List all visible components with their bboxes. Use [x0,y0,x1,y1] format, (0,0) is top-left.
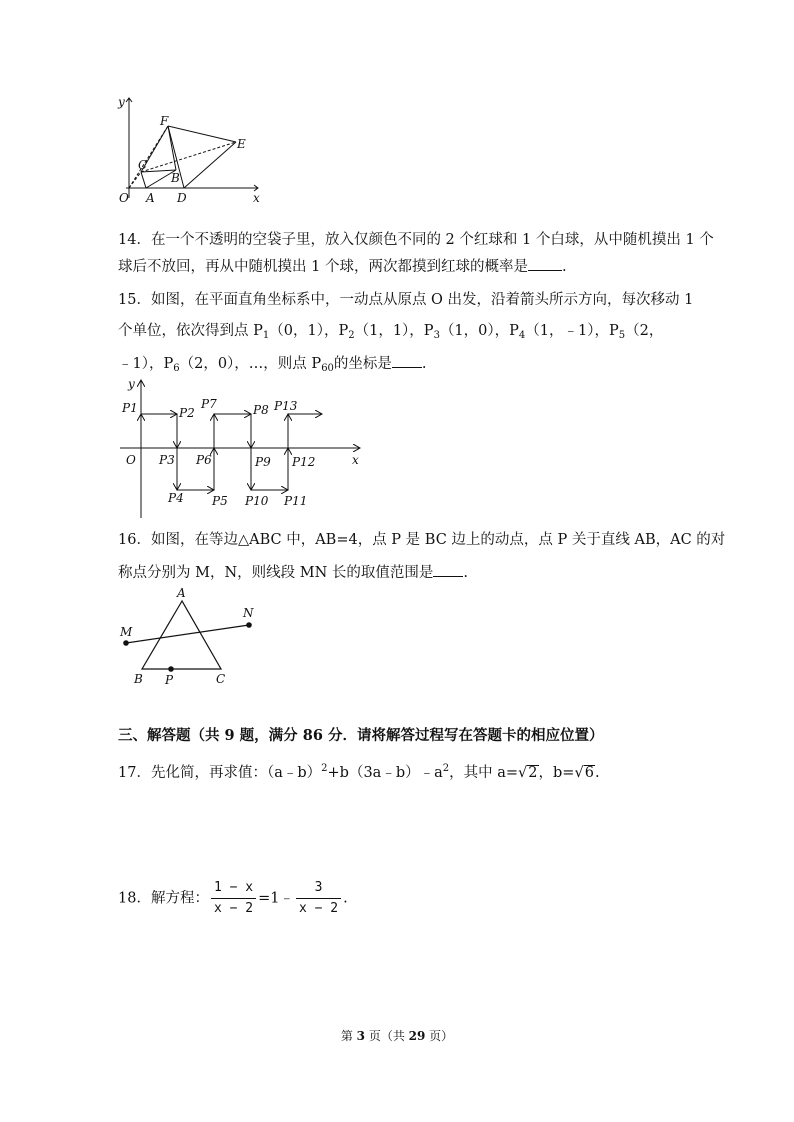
q15-label-P6: P6 [196,453,212,467]
q18-frac1-numerator: 1 − x [211,878,256,899]
q18-line [118,878,348,919]
q15-label-P13: P13 [274,399,298,413]
q17-text: +b（3a﹣b）﹣a [327,765,443,781]
q13-label-C: C [138,158,148,172]
q15-label-x: x [352,453,359,467]
footer-text: 页） [425,1029,454,1043]
q13-label-F: F [160,114,169,128]
q16-label-B: B [134,672,143,686]
q14-line2-end: . [561,259,567,275]
q15-sub: 5 [618,330,626,341]
q17-text: ，其中 a= [449,765,519,781]
q13-label-B: B [171,171,180,185]
q15-line1: 15．如图，在平面直角坐标系中，一动点从原点 O 出发，沿着箭头所示方向，每次移动 1 [118,292,694,308]
q15-text: （1，1），P [354,323,434,339]
footer-total-pages: 29 [408,1029,426,1043]
q17-b-value: 6 [584,765,594,781]
q15-label-P12: P12 [292,455,316,469]
sqrt-icon: √ [518,765,528,781]
q16-line1: 16．如图，在等边△ABC 中，AB=4，点 P 是 BC 边上的动点，点 P 关于直线 AB，AC 的对 [118,532,726,548]
q17-sup: 2 [321,763,328,774]
q18-end: . [343,890,348,907]
q15-label-P5: P5 [212,494,228,508]
q16-answer-blank[interactable] [433,564,463,577]
q18-fraction-2 [296,878,341,919]
q15-text: （2，0），…，则点 P [179,356,322,372]
q17-sup: 2 [442,763,450,774]
q15-line2 [118,322,663,345]
q16-label-P: P [165,673,174,687]
q16-label-M: M [120,625,133,639]
q15-label-y: y [128,377,135,391]
q16-line2-text: 称点分别为 M，N，则线段 MN 长的取值范围是 [118,565,434,581]
q17-a-value: 2 [528,765,538,781]
q17-text: 17．先化简，再求值：（a﹣b） [118,765,322,781]
q15-sub: 6 [173,363,180,374]
q13-label-O: O [119,191,129,205]
q18-prefix: 18．解方程： [118,890,209,907]
q15-text: （1，﹣1），P [525,323,619,339]
q15-figure [116,374,366,520]
q16-figure [116,585,266,687]
footer-text: 页（共 [365,1029,409,1043]
q13-figure [116,92,266,208]
q15-label-P4: P4 [168,491,184,505]
q16-line2 [118,564,468,582]
q16-line2-end: . [463,565,469,581]
section3-heading: 三、解答题（共 9 题，满分 86 分．请将解答过程写在答题卡的相应位置） [118,727,604,744]
q15-text: （2， [625,323,664,339]
q17-text: . [594,765,600,781]
q15-label-P10: P10 [245,494,269,508]
q15-sub: 4 [518,330,526,341]
q13-label-x: x [253,191,260,205]
q15-label-P7: P7 [201,397,217,411]
footer-text: 第 [340,1029,357,1043]
q18-frac2-numerator: 3 [296,878,341,899]
q15-answer-blank[interactable] [392,355,422,368]
q15-label-P1: P1 [122,401,138,415]
q15-sub: 60 [321,363,334,374]
q15-text: （0，1），P [269,323,349,339]
sqrt-icon: √ [574,765,584,781]
q13-label-D: D [177,191,187,205]
q15-text: ﹣1），P [118,356,174,372]
q15-sub: 1 [262,330,270,341]
q15-sub: 2 [348,330,355,341]
q15-text: （1，0），P [439,323,519,339]
q13-label-A: A [146,191,155,205]
q15-text: 的坐标是 [333,356,392,372]
page-footer [0,1027,794,1044]
q14-line2 [118,258,567,276]
q14-line1: 14．在一个不透明的空袋子里，放入仅颜色不同的 2 个红球和 1 个白球，从中随机摸出 1 个 [118,232,714,248]
q17-text: ，b= [538,765,575,781]
q15-text: 个单位，依次得到点 P [118,323,263,339]
q15-label-P3: P3 [159,453,175,467]
q13-label-y: y [118,95,125,109]
q16-label-N: N [243,606,254,620]
q16-label-A: A [177,586,186,600]
q15-label-P9: P9 [255,455,271,469]
q16-label-C: C [216,672,226,686]
q15-sub: 3 [433,330,440,341]
q15-label-P8: P8 [253,403,269,417]
q13-label-E: E [237,137,246,151]
q17-line [118,760,600,782]
footer-page-number: 3 [356,1029,365,1043]
q15-label-P11: P11 [284,494,308,508]
q15-text: . [421,356,427,372]
q14-line2-text: 球后不放回，再从中随机摸出 1 个球，两次都摸到红球的概率是 [118,259,528,275]
q18-frac2-denominator: x − 2 [298,901,339,916]
q15-label-P2: P2 [179,406,195,420]
q15-label-O: O [126,453,136,467]
q18-fraction-1 [211,878,256,919]
q18-frac1-denominator: x − 2 [213,901,254,916]
q18-mid: =1﹣ [258,890,294,907]
q14-answer-blank[interactable] [528,258,562,271]
